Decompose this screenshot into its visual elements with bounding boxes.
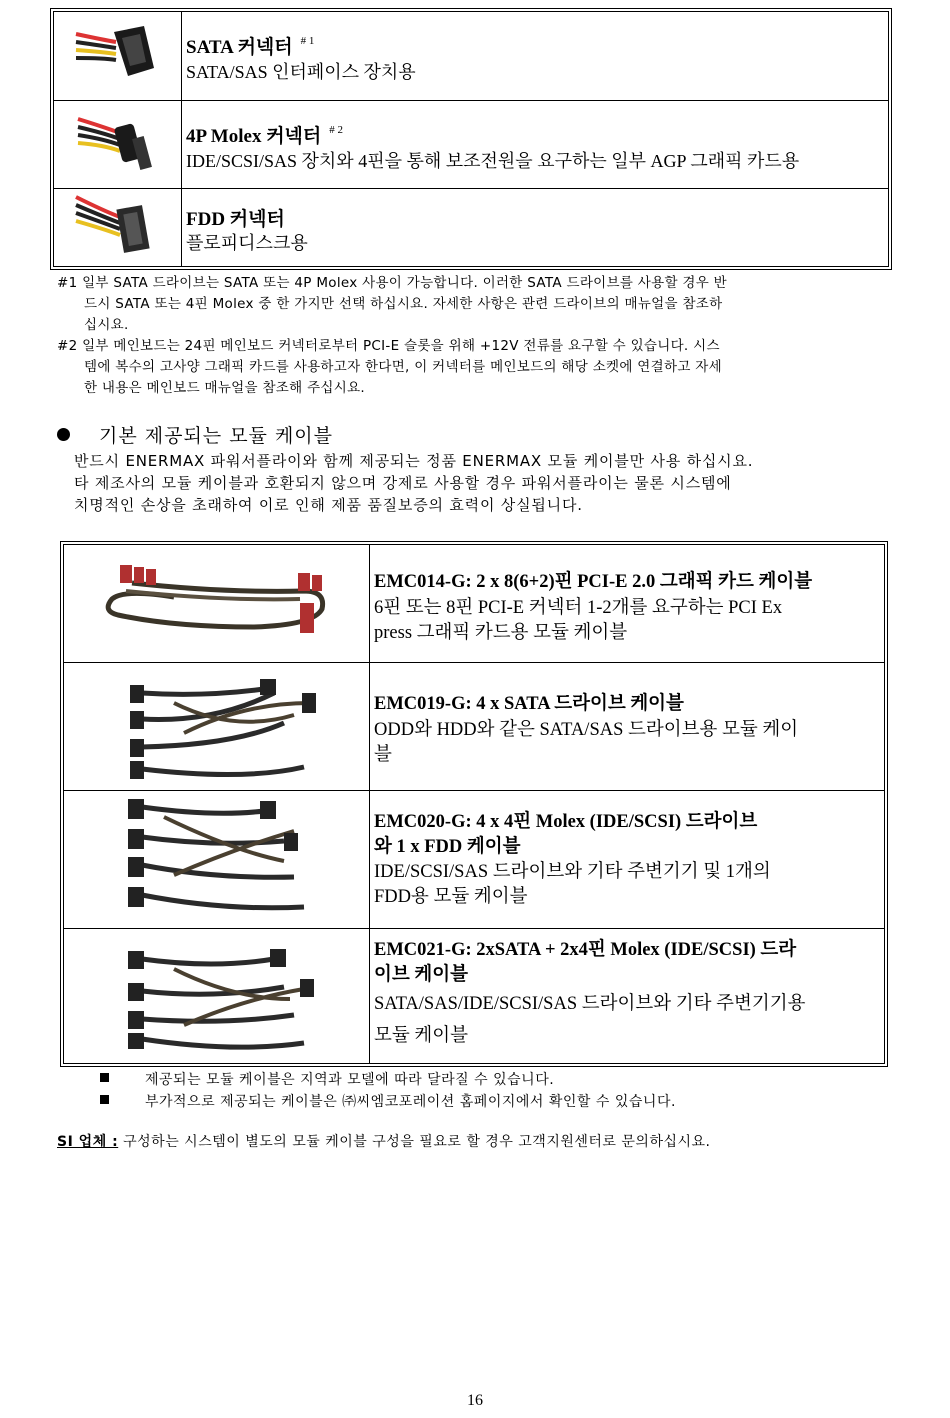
connector-desc: SATA/SAS 인터페이스 장치용 xyxy=(186,62,416,82)
cable-title-line-2: 이브 케이블 xyxy=(374,965,468,985)
cable-row-emc019 xyxy=(64,663,884,791)
connector-title: FDD 커넥터 xyxy=(186,209,285,230)
section-paragraph-line-1: 반드시 ENERMAX 파워서플라이와 함께 제공되는 정품 ENERMAX 모듈 케이블만 사용 하십시요. xyxy=(74,452,754,470)
connector-row-sata xyxy=(54,12,888,101)
footnote-1-line-3: 십시요. xyxy=(84,317,129,333)
bullet-icon xyxy=(57,428,70,441)
cable-desc-line-2: 모듈 케이블 xyxy=(374,1026,468,1046)
section-title: 기본 제공되는 모듈 케이블 xyxy=(99,425,334,447)
cable-title: EMC014-G: 2 x 8(6+2)핀 PCI-E 2.0 그래픽 카드 케이블 xyxy=(374,572,813,592)
cable-desc-line-2: press 그래픽 카드용 모듈 케이블 xyxy=(374,623,628,643)
footnote-1-line-1: #1 일부 SATA 드라이브는 SATA 또는 4P Molex 사용이 가능합니다. 이러한 SATA 드라이브를 사용할 경우 반 xyxy=(57,275,727,291)
molex-connector-image xyxy=(54,101,182,188)
sata-molex-cable-image xyxy=(64,929,370,1063)
note-line-2: 부가적으로 제공되는 케이블은 ㈜씨엠코포레이션 홈페이지에서 확인할 수 있습니다. xyxy=(145,1094,676,1110)
cable-row-emc020 xyxy=(64,791,884,929)
connector-row-molex xyxy=(54,101,888,189)
footnote-mark: # 1 xyxy=(300,35,315,47)
footnote-2-line-2: 템에 복수의 고사양 그래픽 카드를 사용하고자 한다면, 이 커넥터를 메인보드의 해당 소켓에 연결하고 자세 xyxy=(84,359,722,375)
cable-title-line-2: 와 1 x FDD 케이블 xyxy=(374,837,521,857)
molex-cable-image xyxy=(64,791,370,928)
square-bullet-icon xyxy=(100,1073,109,1082)
page-number: 16 xyxy=(467,1392,483,1409)
connector-row-fdd xyxy=(54,189,888,266)
footnote-2-line-1: #2 일부 메인보드는 24핀 메인보드 커넥터로부터 PCI-E 슬롯을 위해 +12V 전류를 요구할 수 있습니다. 시스 xyxy=(57,338,720,354)
cable-desc-line-1: IDE/SCSI/SAS 드라이브와 기타 주변기기 및 1개의 xyxy=(374,862,771,882)
connector-title: 4P Molex 커넥터 xyxy=(186,126,322,147)
connector-title: SATA 커넥터 xyxy=(186,37,293,58)
cable-title-line-1: EMC021-G: 2xSATA + 2x4핀 Molex (IDE/SCSI) 드라 xyxy=(374,940,797,960)
fdd-connector-image xyxy=(54,189,182,266)
si-text: 구성하는 시스템이 별도의 모듈 케이블 구성을 필요로 할 경우 고객지원센터로 문의하십시요. xyxy=(118,1134,711,1150)
cable-title: EMC019-G: 4 x SATA 드라이브 케이블 xyxy=(374,694,684,714)
connector-table xyxy=(50,8,892,270)
note-line-1: 제공되는 모듈 케이블은 지역과 모델에 따라 달라질 수 있습니다. xyxy=(145,1072,555,1088)
cable-row-emc021 xyxy=(64,929,884,1063)
sata-cable-image xyxy=(64,663,370,790)
cable-row-emc014 xyxy=(64,545,884,663)
cable-desc-line-1: SATA/SAS/IDE/SCSI/SAS 드라이브와 기타 주변기기용 xyxy=(374,994,806,1014)
section-paragraph-line-2: 타 제조사의 모듈 케이블과 호환되지 않으며 강제로 사용할 경우 파워서플라이는 물론 시스템에 xyxy=(74,474,732,492)
sata-connector-image xyxy=(54,12,182,100)
cable-table xyxy=(60,541,888,1067)
connector-desc: IDE/SCSI/SAS 장치와 4핀을 통해 보조전원을 요구하는 일부 AGP 그래픽 카드용 xyxy=(186,151,800,171)
footnote-2-line-3: 한 내용은 메인보드 매뉴얼을 참조해 주십시요. xyxy=(84,380,366,396)
pcie-cable-image xyxy=(64,545,370,662)
si-label: SI 업체 : xyxy=(57,1134,119,1150)
footnote-mark: # 2 xyxy=(329,124,344,136)
cable-desc-line-1: 6핀 또는 8핀 PCI-E 커넥터 1-2개를 요구하는 PCI Ex xyxy=(374,598,783,618)
section-paragraph-line-3: 치명적인 손상을 초래하여 이로 인해 제품 품질보증의 효력이 상실됩니다. xyxy=(74,496,583,514)
cable-desc-line-2: FDD용 모듈 케이블 xyxy=(374,887,528,907)
cable-desc-line-2: 블 xyxy=(374,745,392,765)
cable-title-line-1: EMC020-G: 4 x 4핀 Molex (IDE/SCSI) 드라이브 xyxy=(374,812,758,832)
si-vendor-note xyxy=(57,1131,711,1151)
connector-desc: 플로피디스크용 xyxy=(186,233,308,253)
cable-desc-line-1: ODD와 HDD와 같은 SATA/SAS 드라이브용 모듈 케이 xyxy=(374,720,799,740)
footnote-1-line-2: 드시 SATA 또는 4핀 Molex 중 한 가지만 선택 하십시요. 자세한 사항은 관련 드라이브의 매뉴얼을 참조하 xyxy=(84,296,723,312)
square-bullet-icon xyxy=(100,1095,109,1104)
